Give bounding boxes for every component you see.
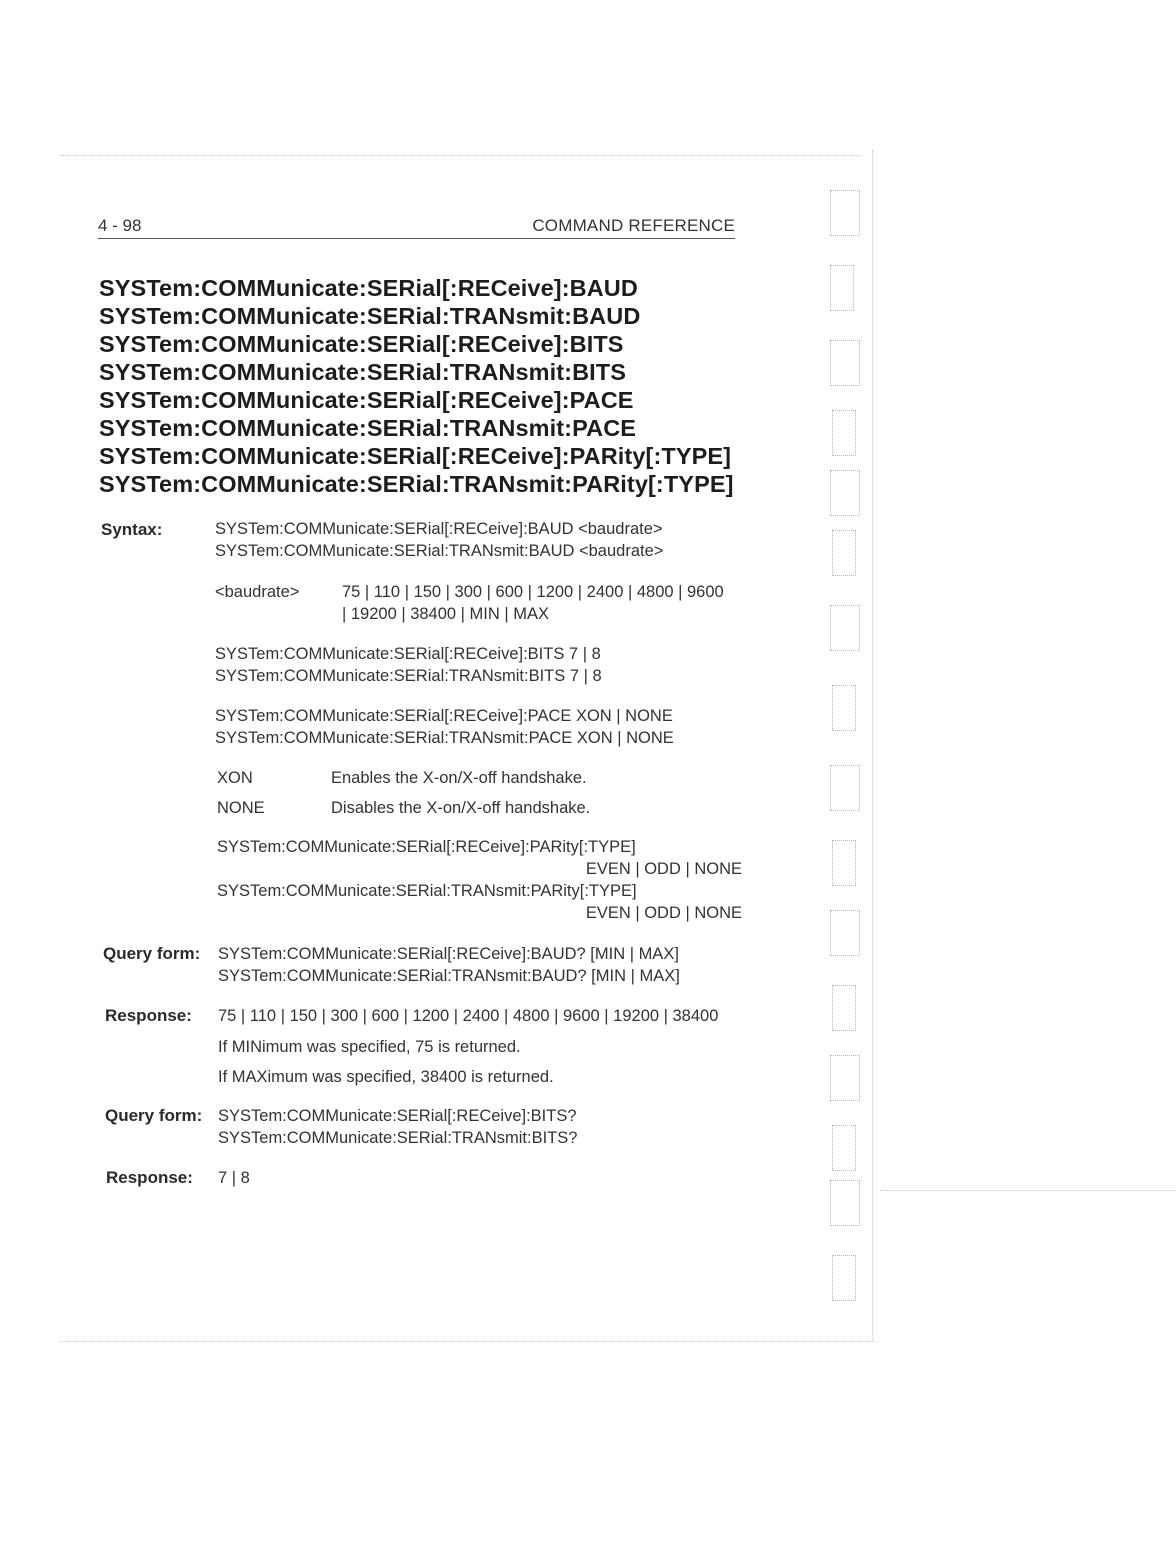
scan-edge-bottom bbox=[60, 1341, 875, 1342]
command-title: SYSTem:COMMunicate:SERial:TRANsmit:BITS bbox=[99, 359, 627, 385]
index-tab bbox=[832, 685, 856, 731]
param-desc: Disables the X-on/X-off handshake. bbox=[331, 799, 591, 817]
command-title: SYSTem:COMMunicate:SERial[:RECeive]:BITS bbox=[99, 331, 624, 357]
section-title: COMMAND REFERENCE bbox=[532, 216, 735, 235]
scan-edge-vertical bbox=[872, 150, 873, 1340]
query-form-label: Query form: bbox=[103, 944, 201, 963]
query-line: SYSTem:COMMunicate:SERial:TRANsmit:BITS? bbox=[218, 1129, 578, 1147]
syntax-line: SYSTem:COMMunicate:SERial[:RECeive]:PACE XON | NONE bbox=[215, 707, 673, 725]
query-line: SYSTem:COMMunicate:SERial[:RECeive]:BITS? bbox=[218, 1107, 577, 1125]
command-title: SYSTem:COMMunicate:SERial[:RECeive]:PARity[:TYPE] bbox=[99, 443, 732, 469]
index-tab bbox=[830, 340, 860, 386]
response-label: Response: bbox=[105, 1006, 192, 1025]
response-values: 7 | 8 bbox=[218, 1169, 250, 1187]
index-tab bbox=[830, 265, 854, 311]
index-tab bbox=[830, 1055, 860, 1101]
page-number: 4 - 98 bbox=[98, 216, 142, 235]
command-title: SYSTem:COMMunicate:SERial[:RECeive]:PACE bbox=[99, 387, 634, 413]
query-line: SYSTem:COMMunicate:SERial:TRANsmit:BAUD? [MIN | MAX] bbox=[218, 967, 680, 985]
index-tab bbox=[832, 1255, 856, 1301]
index-tab bbox=[830, 605, 860, 651]
syntax-line-continuation: EVEN | ODD | NONE bbox=[585, 860, 742, 878]
syntax-line: SYSTem:COMMunicate:SERial[:RECeive]:BAUD <baudrate> bbox=[215, 520, 663, 538]
response-note: If MAXimum was specified, 38400 is returned. bbox=[218, 1068, 554, 1086]
command-title: SYSTem:COMMunicate:SERial[:RECeive]:BAUD bbox=[99, 275, 638, 301]
command-titles bbox=[99, 274, 734, 498]
index-tab bbox=[830, 470, 860, 516]
index-tab bbox=[830, 910, 860, 956]
index-tab bbox=[832, 530, 856, 576]
scan-edge-top bbox=[60, 155, 860, 156]
syntax-line: SYSTem:COMMunicate:SERial:TRANsmit:BAUD <baudrate> bbox=[215, 542, 664, 560]
response-label: Response: bbox=[106, 1168, 193, 1187]
index-tab bbox=[830, 190, 860, 236]
scan-edge-right bbox=[880, 1190, 1176, 1191]
index-tab bbox=[830, 1180, 860, 1226]
param-name: XON bbox=[217, 769, 253, 787]
command-title: SYSTem:COMMunicate:SERial:TRANsmit:PARity[:TYPE] bbox=[99, 471, 734, 497]
param-values: 75 | 110 | 150 | 300 | 600 | 1200 | 2400 | 4800 | 9600 bbox=[342, 583, 724, 601]
syntax-line: SYSTem:COMMunicate:SERial[:RECeive]:BITS 7 | 8 bbox=[215, 645, 601, 663]
syntax-line: SYSTem:COMMunicate:SERial[:RECeive]:PARity[:TYPE] bbox=[217, 838, 636, 856]
query-line: SYSTem:COMMunicate:SERial[:RECeive]:BAUD? [MIN | MAX] bbox=[218, 945, 679, 963]
syntax-line-continuation: EVEN | ODD | NONE bbox=[585, 904, 742, 922]
response-values: 75 | 110 | 150 | 300 | 600 | 1200 | 2400 | 4800 | 9600 | 19200 | 38400 bbox=[218, 1007, 719, 1025]
command-title: SYSTem:COMMunicate:SERial:TRANsmit:BAUD bbox=[99, 303, 641, 329]
syntax-line: SYSTem:COMMunicate:SERial:TRANsmit:PARity[:TYPE] bbox=[217, 882, 637, 900]
index-tab bbox=[830, 765, 860, 811]
param-name: NONE bbox=[217, 799, 265, 817]
index-tab bbox=[832, 1125, 856, 1171]
syntax-label: Syntax: bbox=[101, 520, 163, 539]
param-name: <baudrate> bbox=[215, 583, 300, 601]
syntax-line: SYSTem:COMMunicate:SERial:TRANsmit:BITS 7 | 8 bbox=[215, 667, 602, 685]
param-desc: Enables the X-on/X-off handshake. bbox=[331, 769, 587, 787]
index-tab bbox=[832, 410, 856, 456]
command-title: SYSTem:COMMunicate:SERial:TRANsmit:PACE bbox=[99, 415, 637, 441]
index-tab bbox=[832, 840, 856, 886]
syntax-line: SYSTem:COMMunicate:SERial:TRANsmit:PACE XON | NONE bbox=[215, 729, 674, 747]
header-rule bbox=[98, 238, 735, 239]
response-note: If MINimum was specified, 75 is returned. bbox=[218, 1038, 521, 1056]
query-form-label: Query form: bbox=[105, 1106, 203, 1125]
index-tab bbox=[832, 985, 856, 1031]
param-values: | 19200 | 38400 | MIN | MAX bbox=[342, 605, 549, 623]
